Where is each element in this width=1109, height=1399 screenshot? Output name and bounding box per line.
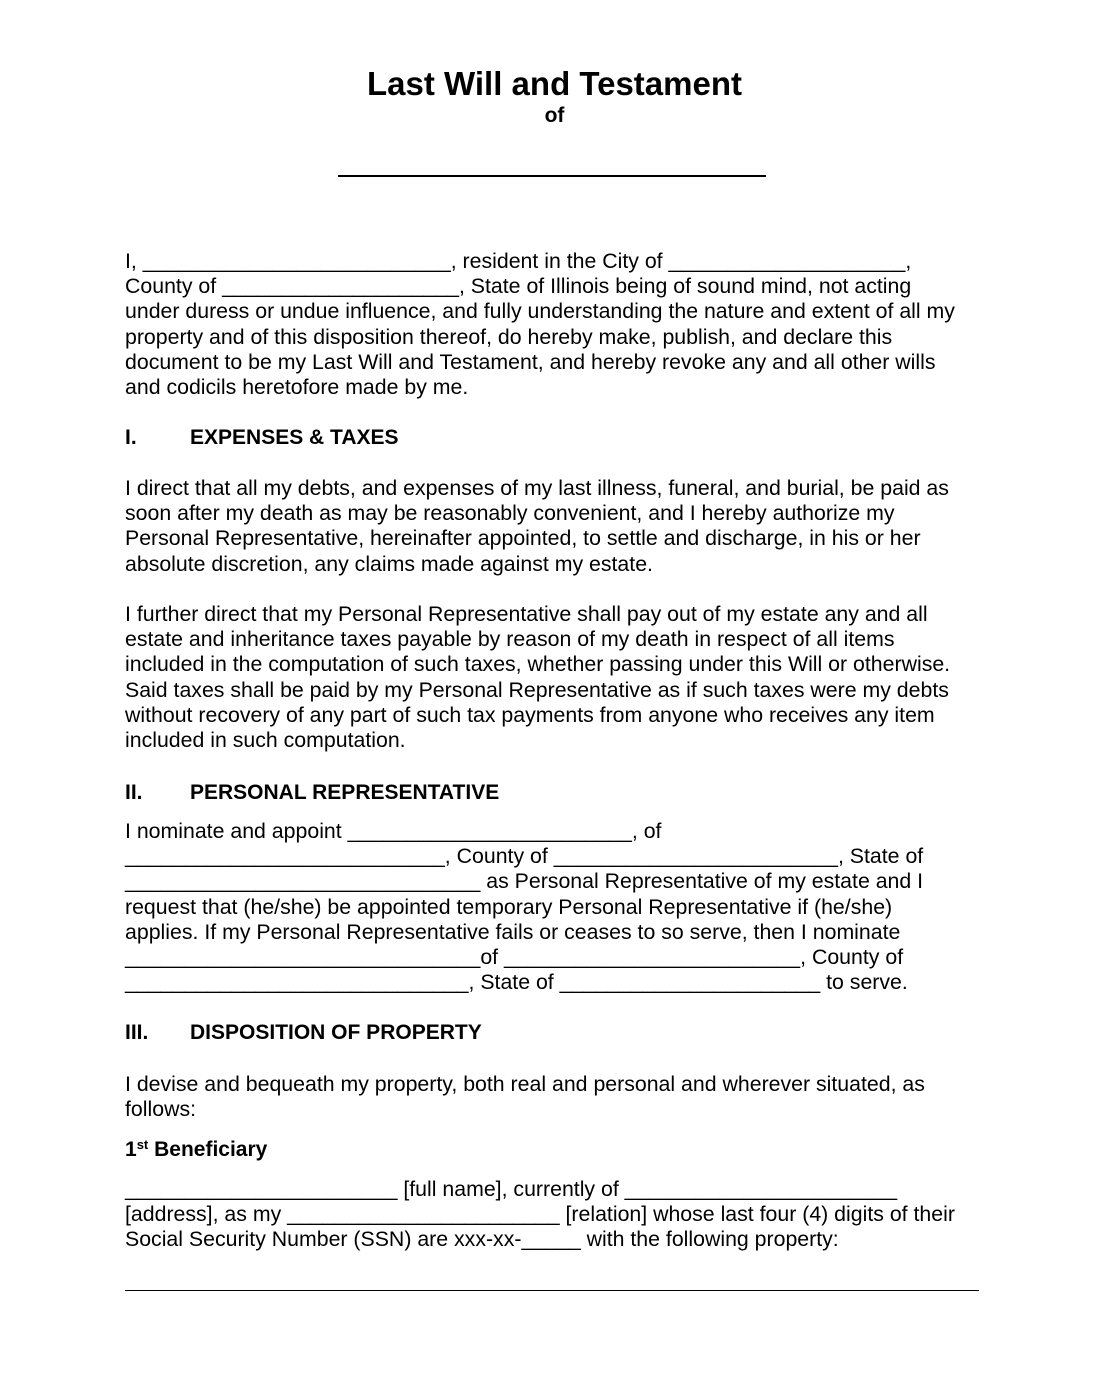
beneficiary-paragraph — [125, 1177, 995, 1253]
intro-paragraph — [125, 249, 995, 400]
section-number: I. — [125, 426, 137, 449]
paragraph-line: Personal Representative, hereinafter appointed, to settle and discharge, in his or her — [125, 526, 921, 551]
section-heading-expenses — [125, 425, 399, 451]
paragraph-line: applies. If my Personal Representative fails or ceases to so serve, then I nominate — [125, 919, 901, 944]
representative-paragraph — [125, 819, 995, 995]
paragraph-line: _______________________ [full name], currently of _______________________ — [125, 1177, 898, 1201]
expenses-paragraph-1 — [125, 476, 995, 577]
beneficiary-label: Beneficiary — [154, 1138, 268, 1161]
section-title: EXPENSES & TAXES — [190, 426, 399, 449]
section-title: DISPOSITION OF PROPERTY — [190, 1021, 482, 1044]
section-title: PERSONAL REPRESENTATIVE — [190, 781, 500, 804]
section-heading-disposition — [125, 1020, 482, 1046]
intro-line: property and of this disposition thereof, do hereby make, publish, and declare this — [125, 324, 893, 349]
beneficiary-heading — [125, 1137, 267, 1163]
paragraph-line: _____________________________, State of ______________________ to serve. — [125, 970, 908, 995]
section-number: II. — [125, 781, 143, 804]
paragraph-line: soon after my death as may be reasonably convenient, and I hereby authorize my — [125, 501, 895, 526]
document-subtitle: of — [544, 104, 565, 127]
paragraph-line: ______________________________of _________________________, County of — [125, 944, 904, 969]
intro-line: I, __________________________, resident in the City of ____________________, — [125, 249, 912, 273]
paragraph-line: [address], as my _______________________ [relation] whose last four (4) digits of their — [125, 1202, 955, 1227]
testator-name-line — [338, 175, 766, 177]
paragraph-line: I direct that all my debts, and expenses of my last illness, funeral, and burial, be paid as — [125, 476, 949, 500]
disposition-paragraph — [125, 1072, 995, 1122]
document-title: Last Will and Testament — [367, 65, 742, 102]
paragraph-line: Social Security Number (SSN) are xxx-xx-_____ with the following property: — [125, 1227, 839, 1252]
paragraph-line: Said taxes shall be paid by my Personal Representative as if such taxes were my debts — [125, 677, 949, 702]
intro-line: and codicils heretofore made by me. — [125, 374, 469, 399]
beneficiary-number: 1 — [125, 1138, 137, 1161]
paragraph-line: I further direct that my Personal Representative shall pay out of my estate any and all — [125, 602, 928, 626]
paragraph-line: included in the computation of such taxes, whether passing under this Will or otherwise. — [125, 652, 951, 677]
intro-line: document to be my Last Will and Testament, and hereby revoke any and all other wills — [125, 349, 936, 374]
paragraph-line: without recovery of any part of such tax payments from anyone who receives any item — [125, 702, 935, 727]
paragraph-line: estate and inheritance taxes payable by reason of my death in respect of all items — [125, 627, 895, 652]
beneficiary-ordinal-suffix: st — [136, 1137, 149, 1152]
paragraph-line: ______________________________ as Personal Representative of my estate and I — [125, 869, 924, 894]
paragraph-line: ___________________________, County of ________________________, State of — [125, 844, 924, 869]
section-number: III. — [125, 1021, 149, 1044]
intro-line: under duress or undue influence, and fully understanding the nature and extent of all my — [125, 299, 955, 324]
section-heading-representative — [125, 780, 499, 806]
paragraph-line: I nominate and appoint ________________________, of — [125, 819, 662, 843]
paragraph-line: request that (he/she) be appointed temporary Personal Representative if (he/she) — [125, 894, 893, 919]
paragraph-line: included in such computation. — [125, 727, 406, 752]
expenses-paragraph-2 — [125, 602, 995, 753]
paragraph-line: absolute discretion, any claims made against my estate. — [125, 551, 653, 576]
property-description-line — [125, 1290, 979, 1291]
paragraph-line: follows: — [125, 1097, 197, 1122]
paragraph-line: I devise and bequeath my property, both real and personal and wherever situated, as — [125, 1072, 925, 1096]
intro-line: County of ____________________, State of Illinois being of sound mind, not acting — [125, 274, 912, 299]
